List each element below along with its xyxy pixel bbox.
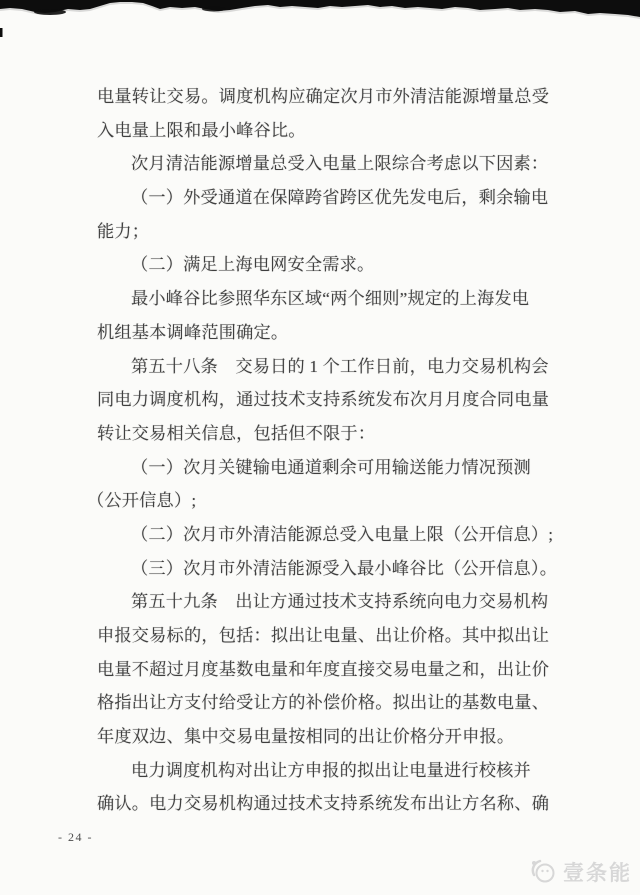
document-line: 申报交易标的，包括：拟出让电量、出让价格。其中拟出让 <box>97 626 550 645</box>
document-line: （一）次月关键输电通道剩余可用输送能力情况预测 <box>131 457 531 477</box>
document-line: （二）满足上海电网安全需求。 <box>131 255 375 275</box>
document-line: 转让交易相关信息，包括但不限于： <box>97 423 376 443</box>
page-number: - 24 - <box>58 830 93 844</box>
scan-artifact-smudge <box>202 7 226 12</box>
document-line: 电力调度机构对出让方申报的拟出让电量进行校核并 <box>131 760 531 780</box>
document-line: （二）次月市外清洁能源总受入电量上限（公开信息）; <box>131 524 554 544</box>
document-line: （公开信息）; <box>87 491 197 511</box>
scan-artifact-top-edge <box>0 0 640 44</box>
document-line: 年度双边、集中交易电量按相同的出让价格分开申报。 <box>97 727 515 747</box>
document-line: 格指出让方支付给受让方的补偿价格。拟出让的基数电量、 <box>97 693 550 713</box>
scan-artifact-smudge <box>34 9 66 15</box>
document-line: 电量不超过月度基数电量和年度直接交易电量之和，出让价 <box>97 659 550 679</box>
document-line: （三）次月市外清洁能源受入最小峰谷比（公开信息）。 <box>131 558 558 578</box>
yitiaoneng-logo-icon <box>528 856 560 888</box>
document-line: 确认。电力交易机构通过技术支持系统发布出让方名称、确 <box>97 794 550 814</box>
scan-artifact-left-speck <box>0 28 3 37</box>
document-line: 入电量上限和最小峰谷比。 <box>97 120 306 140</box>
document-line: 能力； <box>97 221 150 241</box>
document-line: （一）外受通道在保障跨省跨区优先发电后，剩余输电 <box>131 188 549 208</box>
document-text-block <box>87 80 597 821</box>
document-line: 第五十八条 交易日的 1 个工作日前，电力交易机构会 <box>131 356 549 376</box>
document-line: 次月清洁能源增量总受入电量上限综合考虑以下因素： <box>131 154 549 174</box>
watermark <box>528 856 632 888</box>
document-line: 同电力调度机构，通过技术支持系统发布次月月度合同电量 <box>97 390 550 410</box>
watermark-text: 壹条能 <box>563 862 632 885</box>
document-line: 第五十九条 出让方通过技术支持系统向电力交易机构 <box>131 592 549 612</box>
document-line: 最小峰谷比参照华东区域“两个细则”规定的上海发电 <box>131 289 530 309</box>
document-line: 机组基本调峰范围确定。 <box>97 322 289 342</box>
document-line: 电量转让交易。调度机构应确定次月市外清洁能源增量总受 <box>97 87 550 106</box>
